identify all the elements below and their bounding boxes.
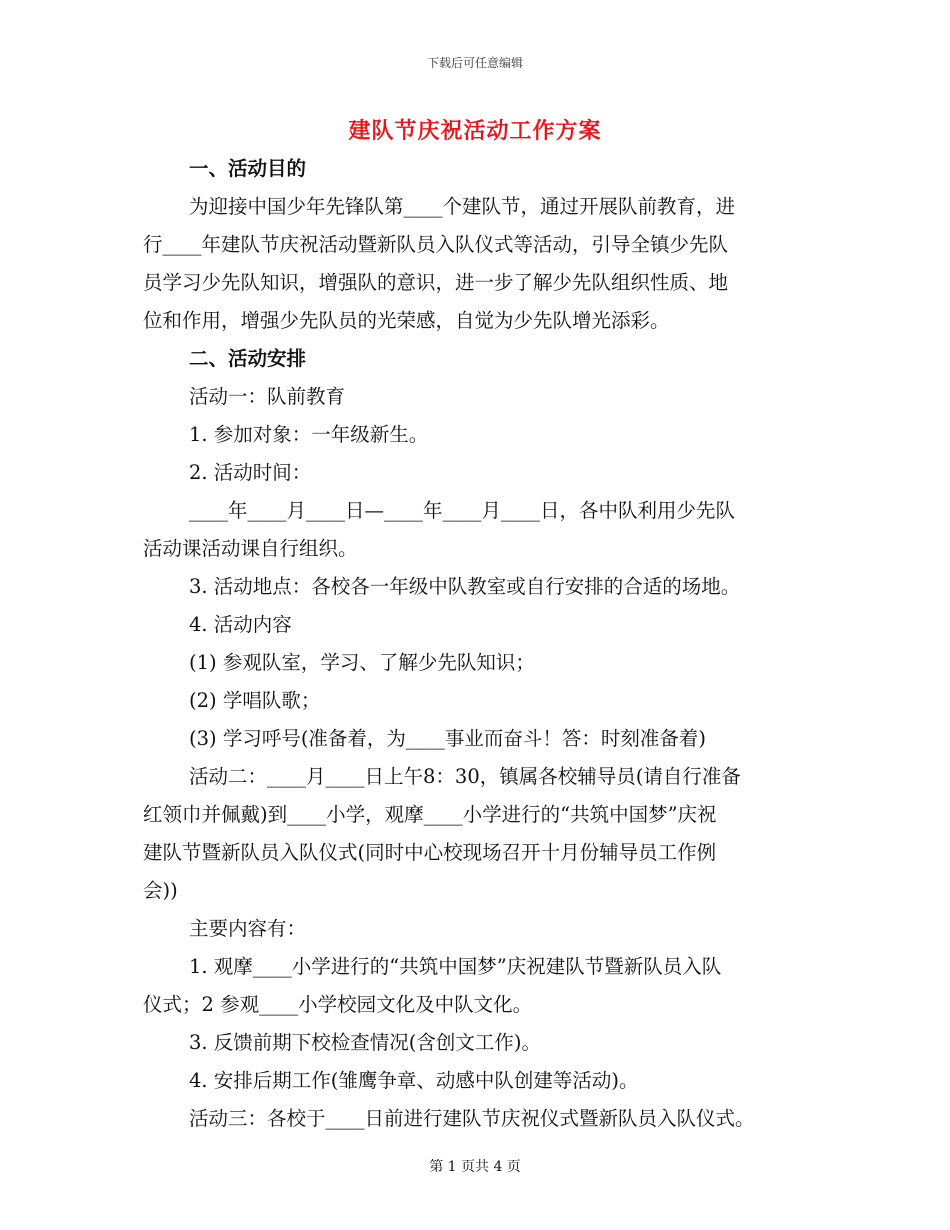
paragraph-line: (1) 参观队室，学习、了解少先队知识； — [189, 651, 535, 674]
paragraph-line: 员学习少先队知识，增强队的意识，进一步了解少先队组织性质、地 — [143, 271, 729, 294]
paragraph-line: 主要内容有： — [189, 917, 307, 940]
paragraph-line: ____年____月____日—____年____月____日，各中队利用少先队 — [189, 499, 736, 522]
section-heading: 一、活动目的 — [189, 157, 307, 180]
paragraph-line: 1. 观摩____小学进行的“共筑中国梦”庆祝建队节暨新队员入队 — [189, 955, 722, 978]
page-number: 第 1 页共 4 页 — [429, 1159, 521, 1175]
paragraph-line: 活动二：____月____日上午8：30，镇属各校辅导员(请自行准备 — [189, 765, 741, 788]
paragraph-line: 为迎接中国少年先锋队第____个建队节，通过开展队前教育，进 — [189, 195, 736, 218]
paragraph-line: 位和作用，增强少先队员的光荣感，自觉为少先队增光添彩。 — [143, 309, 670, 332]
paragraph-line: 会)) — [143, 879, 178, 902]
paragraph-line: 1. 参加对象：一年级新生。 — [189, 423, 429, 446]
paragraph-line: 活动三：各校于____日前进行建队节庆祝仪式暨新队员入队仪式。 — [189, 1107, 755, 1130]
paragraph-line: 仪式；2 参观____小学校园文化及中队文化。 — [143, 993, 533, 1016]
paragraph-line: 建队节暨新队员入队仪式(同时中心校现场召开十月份辅导员工作例 — [143, 841, 717, 864]
document-body — [143, 150, 813, 1138]
paragraph-line: 红领巾并佩戴)到____小学，观摩____小学进行的“共筑中国梦”庆祝 — [143, 803, 717, 826]
paragraph-line: 3. 反馈前期下校检查情况(含创文工作)。 — [189, 1031, 542, 1054]
paragraph-line: 2. 活动时间： — [189, 461, 312, 484]
paragraph-line: (3) 学习呼号(准备着，为____事业而奋斗！答：时刻准备着) — [189, 727, 707, 750]
paragraph-line: 活动课活动课自行组织。 — [143, 537, 358, 560]
paragraph-line: (2) 学唱队歌； — [189, 689, 321, 712]
paragraph-line: 活动一：队前教育 — [189, 385, 346, 408]
document-title: 建队节庆祝活动工作方案 — [348, 118, 602, 144]
paragraph-line: 3. 活动地点：各校各一年级中队教室或自行安排的合适的场地。 — [189, 575, 741, 598]
paragraph-line: 4. 安排后期工作(雏鹰争章、动感中队创建等活动)。 — [189, 1069, 639, 1092]
section-heading: 二、活动安排 — [189, 347, 307, 370]
page-header-note: 下载后可任意编辑 — [426, 56, 523, 70]
paragraph-line: 行____年建队节庆祝活动暨新队员入队仪式等活动，引导全镇少先队 — [143, 233, 729, 256]
paragraph-line: 4. 活动内容 — [189, 613, 292, 636]
